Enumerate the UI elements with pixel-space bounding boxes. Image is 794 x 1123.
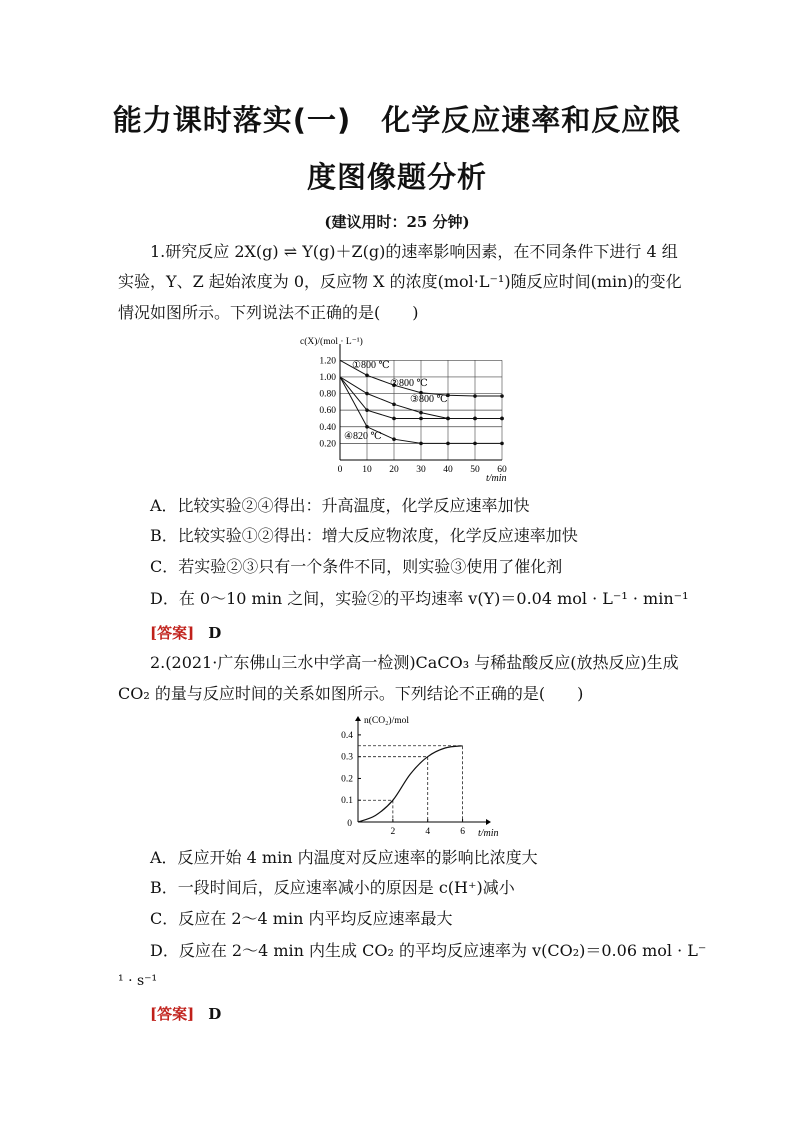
q1-option-a: A．比较实验②④得出：升高温度，化学反应速率加快: [150, 496, 530, 515]
guide-line-3: [358, 746, 463, 822]
series-3-point: [446, 417, 450, 421]
y-axis-label: c(X)/(mol · L⁻¹): [300, 337, 363, 347]
curve-label-4: ④820 ℃: [344, 431, 382, 442]
series-2-point: [392, 403, 396, 407]
suggested-time: (建议用时：25 分钟): [324, 213, 470, 231]
series-4-point: [500, 442, 504, 446]
q1-stem-line-3: 情况如图所示。下列说法不正确的是( ): [118, 303, 419, 322]
y-tick-label: 0.4: [341, 730, 353, 741]
origin-label: 0: [347, 819, 352, 829]
series-2-point: [419, 411, 423, 415]
x-axis-label: t/min: [486, 473, 507, 484]
y-tick-label: 0.40: [319, 422, 336, 433]
q2-answer-value: D: [208, 1005, 222, 1023]
x-tick-label: 4: [425, 827, 431, 837]
x-axis-arrow: [486, 819, 491, 825]
q2-answer: [150, 1003, 221, 1024]
x-axis-label: t/min: [478, 828, 499, 839]
q2-option-d-continued: ¹ · s⁻¹: [118, 973, 158, 989]
q1-answer-label: [答案]: [150, 624, 195, 642]
y-tick-label: 1.20: [319, 356, 336, 367]
series-3-point: [419, 417, 423, 421]
curve-label-2: ②800 ℃: [390, 378, 428, 389]
q2-stem-line-1: 2.(2021·广东佛山三水中学高一检测)CaCO₃ 与稀盐酸反应(放热反应)生成: [150, 653, 679, 672]
q1-option-c: C．若实验②③只有一个条件不同，则实验③使用了催化剂: [150, 557, 563, 576]
series-1-point: [365, 373, 369, 377]
y-tick-label: 0.3: [341, 752, 353, 763]
series-1-point: [473, 394, 477, 398]
q2-option-c: C．反应在 2～4 min 内平均反应速率最大: [150, 909, 453, 928]
series-1-point: [500, 394, 504, 398]
y-axis-arrow: [355, 716, 361, 721]
x-tick-label: 6: [460, 827, 465, 837]
y-tick-label: 1.00: [319, 372, 336, 383]
q2-answer-label: [答案]: [150, 1005, 195, 1023]
q1-answer: [150, 622, 221, 643]
chart-co2-vs-time: [330, 712, 500, 840]
x-tick-label: 20: [389, 465, 399, 475]
series-4-point: [392, 437, 396, 441]
y-axis-label: n(CO₂)/mol: [364, 716, 410, 726]
series-4-point: [419, 442, 423, 446]
series-3-point: [500, 417, 504, 421]
x-tick-label: 60: [497, 465, 507, 475]
q1-stem-line-2: 实验，Y、Z 起始浓度为 0，反应物 X 的浓度(mol·L⁻¹)随反应时间(min)的变化: [118, 272, 682, 291]
x-tick-label: 2: [390, 827, 396, 837]
chart-concentration-vs-time: [290, 330, 530, 485]
q2-option-a: A．反应开始 4 min 内温度对反应速率的影响比浓度大: [150, 848, 538, 867]
x-tick-label: 10: [362, 465, 372, 475]
q1-answer-value: D: [208, 624, 222, 642]
q2-option-d: D．反应在 2～4 min 内生成 CO₂ 的平均反应速率为 v(CO₂)＝0.06 mol · L⁻: [150, 941, 707, 960]
q1-stem-line-1: 1.研究反应 2X(g) ⇌ Y(g)＋Z(g)的速率影响因素，在不同条件下进行 4 组: [150, 242, 678, 261]
y-tick-label: 0.60: [319, 406, 336, 417]
curve-label-3: ③800 ℃: [410, 394, 448, 405]
series-3-point: [392, 417, 396, 421]
y-tick-label: 0.1: [341, 796, 353, 807]
x-tick-label: 0: [337, 465, 343, 475]
x-tick-label: 40: [443, 465, 453, 475]
x-tick-label: 30: [416, 465, 426, 475]
y-tick-label: 0.20: [319, 439, 336, 450]
y-tick-label: 0.2: [341, 774, 353, 785]
q2-option-b: B．一段时间后，反应速率减小的原因是 c(H⁺)减小: [150, 878, 515, 897]
q2-stem-line-2: CO₂ 的量与反应时间的关系如图所示。下列结论不正确的是( ): [118, 684, 584, 703]
series-2-point: [365, 392, 369, 396]
series-4-point: [365, 425, 369, 429]
q1-option-b: B．比较实验①②得出：增大反应物浓度，化学反应速率加快: [150, 526, 578, 545]
series-3-point: [473, 417, 477, 421]
series-4-point: [446, 442, 450, 446]
co2-curve: [358, 746, 463, 822]
series-3-point: [365, 408, 369, 412]
q1-option-d: D．在 0～10 min 之间，实验②的平均速率 v(Y)＝0.04 mol · L⁻¹ · min⁻¹: [150, 589, 689, 608]
guide-line-1: [358, 800, 393, 822]
series-4-point: [473, 442, 477, 446]
page-title-line-1: 能力课时落实(一) 化学反应速率和反应限: [112, 103, 682, 137]
curve-label-1: ①800 ℃: [352, 360, 390, 371]
y-tick-label: 0.80: [319, 389, 336, 400]
page-title-line-2: 度图像题分析: [306, 160, 487, 194]
x-tick-label: 50: [470, 465, 480, 475]
